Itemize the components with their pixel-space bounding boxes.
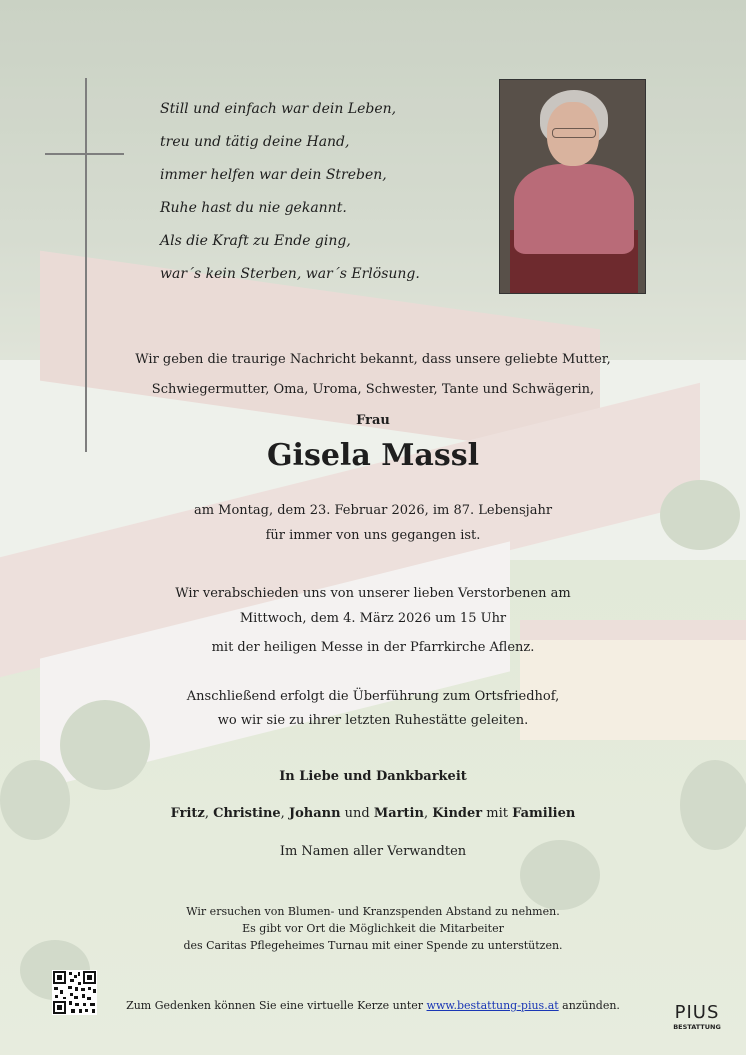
portrait-glasses [552, 128, 596, 138]
family-name: Familien [512, 806, 576, 821]
farewell-line: wo wir sie zu ihrer letzten Ruhestätte geleiten. [217, 713, 529, 728]
logo-main-text: PIUS [674, 1002, 720, 1023]
poem-line: war´s kein Sterben, war´s Erlösung. [160, 266, 420, 282]
family-name: Kinder [432, 806, 483, 821]
website-link[interactable]: www.bestattung-pius.at [426, 999, 559, 1012]
pius-logo [669, 1003, 725, 1037]
poem [160, 93, 480, 291]
qr-code-graphic [52, 970, 97, 1015]
family-separator: , [280, 806, 289, 821]
portrait-scarf [514, 164, 634, 254]
salutation: Frau [356, 413, 390, 428]
family-separator: mit [482, 806, 513, 821]
family-separator: , [204, 806, 214, 821]
death-date-line: für immer von uns gegangen ist. [265, 528, 481, 543]
farewell-line: Anschließend erfolgt die Überführung zum Ortsfriedhof, [186, 689, 560, 704]
poem-line: treu und tätig deine Hand, [160, 134, 350, 150]
family-name: Fritz [170, 806, 205, 821]
relatives-line: Im Namen aller Verwandten [279, 844, 467, 859]
donation-line: Es gibt vor Ort die Möglichkeit die Mitarbeiter [242, 922, 504, 935]
cross-horizontal-bar [45, 153, 124, 155]
deceased-name: Gisela Massl [266, 438, 480, 473]
family-separator: , [423, 806, 433, 821]
poem-line: immer helfen war dein Streben, [160, 167, 387, 183]
family-name: Johann [288, 806, 341, 821]
qr-code[interactable] [52, 970, 97, 1015]
donation-line: des Caritas Pflegeheimes Turnau mit einer Spende zu unterstützen. [183, 939, 563, 952]
death-date-line: am Montag, dem 23. Februar 2026, im 87. Lebensjahr [193, 503, 553, 518]
family-name: Martin [373, 806, 424, 821]
poem-line: Als die Kraft zu Ende ging, [160, 233, 351, 249]
poem-line: Still und einfach war dein Leben, [160, 101, 397, 117]
farewell-line: mit der heiligen Messe in der Pfarrkirche Aflenz. [211, 640, 535, 655]
family-line [0, 806, 746, 821]
announcement-line: Wir geben die traurige Nachricht bekannt, dass unsere geliebte Mutter, [135, 352, 611, 367]
farewell-line: Wir verabschieden uns von unserer lieben Verstorbenen am [175, 586, 571, 601]
logo-sub-text: BESTATTUNG [673, 1023, 721, 1031]
family-name: Christine [213, 806, 281, 821]
poem-line: Ruhe hast du nie gekannt. [160, 200, 347, 216]
announcement-line: Schwiegermutter, Oma, Uroma, Schwester, Tante und Schwägerin, [151, 382, 595, 397]
portrait-photo [499, 79, 646, 294]
family-separator: und [340, 806, 374, 821]
love-and-gratitude: In Liebe und Dankbarkeit [279, 769, 467, 784]
donation-line: Wir ersuchen von Blumen- und Kranzspenden Abstand zu nehmen. [186, 905, 560, 918]
footer-line [0, 999, 746, 1012]
footer-text: Zum Gedenken können Sie eine virtuelle Kerze unter [126, 999, 427, 1012]
farewell-line: Mittwoch, dem 4. März 2026 um 15 Uhr [239, 611, 507, 626]
footer-text: anzünden. [558, 999, 620, 1012]
